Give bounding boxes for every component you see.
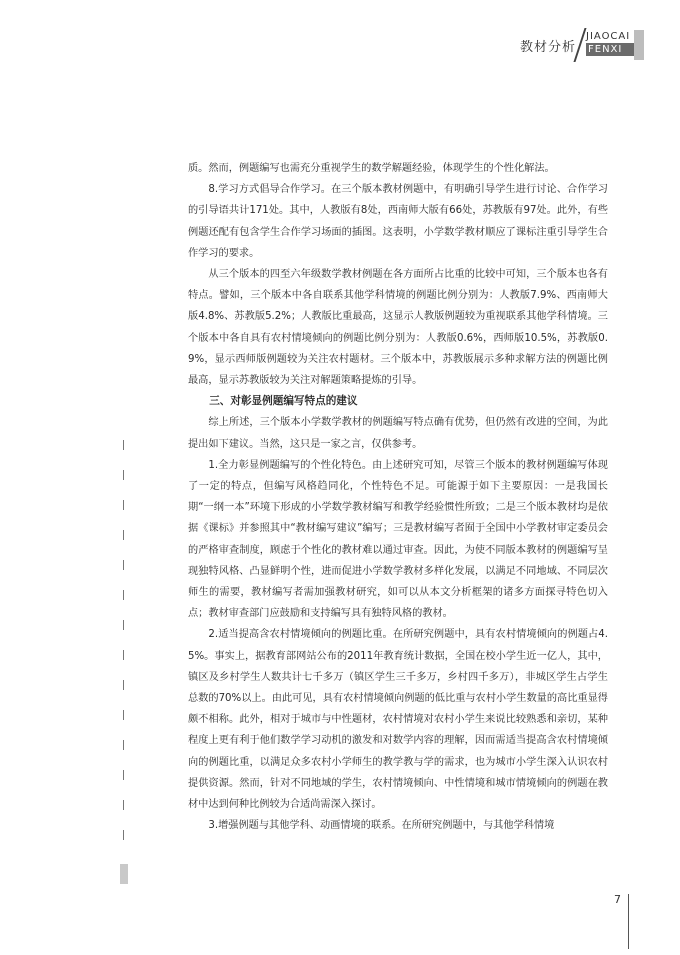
paragraph: 2.适当提高含农村情境倾向的例题比重。在所研究例题中，具有农村情境倾向的例题占4.5%。事实上，据教育部网站公布的2011年教育统计数据，全国在校小学生近一亿人，其中，镇区及乡村学生人数共计七千多万（镇区学生三千多万，乡村四千多万），非城区学生占学生总数的70%以上。由此可见，具有农村情境倾向例题的低比重与农村小学生数量的高比重显得颇不相称。此外，相对于城市与中性题材，农村情境对农村小学生来说比较熟悉和亲切，某种程度上更有利于他们数学学习动机的激发和对数学内容的理解，因而需适当提高含农村情境倾向的例题比重，以满足众多农村小学师生的教学教与学的需求，也为城市小学生深入认识农村提供资源。然而，针对不同地域的学生，农村情境倾向、中性情境和城市情境倾向的例题在教材中达到何种比例较为合适尚需深入探讨。	[188, 629, 608, 811]
margin-dash	[123, 620, 124, 630]
paragraph: 8.学习方式倡导合作学习。在三个版本教材例题中，有明确引导学生进行讨论、合作学习的引导语共计171处。其中，人教版有8处，西南师大版有66处，苏教版有97处。此外，有些例题还配有包含学生合作学习场面的插图。这表明，小学数学教材顺应了课标注重引导学生合作学习的要求。	[188, 184, 608, 259]
margin-dash	[123, 800, 124, 810]
margin-dash	[123, 740, 124, 750]
article-body	[188, 158, 608, 837]
margin-dash	[123, 470, 124, 480]
section-heading: 三、对彰显例题编写特点的建议	[209, 395, 358, 408]
paragraph: 综上所述，三个版本小学数学教材的例题编写特点确有优势，但仍然有改进的空间，为此提出如下建议。当然，这只是一家之言，仅供参考。	[188, 417, 608, 450]
header-bar	[634, 30, 644, 60]
margin-dash	[123, 590, 124, 600]
paragraph: 质。然而，例题编写也需充分重视学生的数学解题经验，体现学生的个性化解法。	[188, 163, 555, 174]
badge-top-text: JIAOCAI	[586, 31, 631, 42]
page-number: 7	[614, 893, 621, 906]
margin-dash	[123, 440, 124, 450]
footer-rule	[628, 894, 629, 949]
margin-dash	[123, 560, 124, 570]
margin-block	[120, 864, 128, 884]
section-badge	[586, 31, 634, 56]
margin-dash	[123, 530, 124, 540]
section-title: 教材分析	[519, 40, 576, 55]
margin-dash	[123, 650, 124, 660]
paragraph: 从三个版本的四至六年级数学教材例题在各方面所占比重的比较中可知，三个版本也各有特点。譬如，三个版本中各自联系其他学科情境的例题比例分别为：人教版7.9%、西南师大版4.8%、苏教版5.2%；人教版比重最高，这显示人教版例题较为重视联系其他学科情境。三个版本中各自具有农村情境倾向的例题比例分别为：人教版0.6%，西师版10.5%，苏教版0.9%，显示西师版例题较为关注农村题材。三个版本中，苏教版展示多种求解方法的例题比例最高，显示苏教版较为关注对解题策略提炼的引导。	[188, 269, 608, 387]
paragraph: 1.全力彰显例题编写的个性化特色。由上述研究可知，尽管三个版本的教材例题编写体现了一定的特点，但编写风格趋同化，个性特色不足。可能源于如下主要原因：一是我国长期“一纲一本”环境下形成的小学数学教材编写和教学经验惯性所致；二是三个版本教材均是依据《课标》并参照其中“教材编写建议”编写；三是教材编写者囿于全国中小学教材审定委员会的严格审查制度，顾虑于个性化的教材难以通过审查。因此，为使不同版本教材的例题编写呈现独特风格、凸显鲜明个性，进而促进小学数学教材多样化发展，以满足不同地域、不同层次师生的需要，教材编写者需加强教材研究，如可以从本文分析框架的诸多方面探寻特色切入点；教材审查部门应鼓励和支持编写具有独特风格的教材。	[188, 459, 608, 620]
margin-dash	[123, 500, 124, 510]
margin-dash	[123, 710, 124, 720]
margin-dash	[123, 830, 124, 840]
margin-dash	[123, 770, 124, 780]
badge-bottom-text: FENXI	[586, 43, 634, 56]
margin-dash	[123, 680, 124, 690]
paragraph: 3.增强例题与其他学科、动画情境的联系。在所研究例题中，与其他学科情境	[208, 820, 555, 832]
